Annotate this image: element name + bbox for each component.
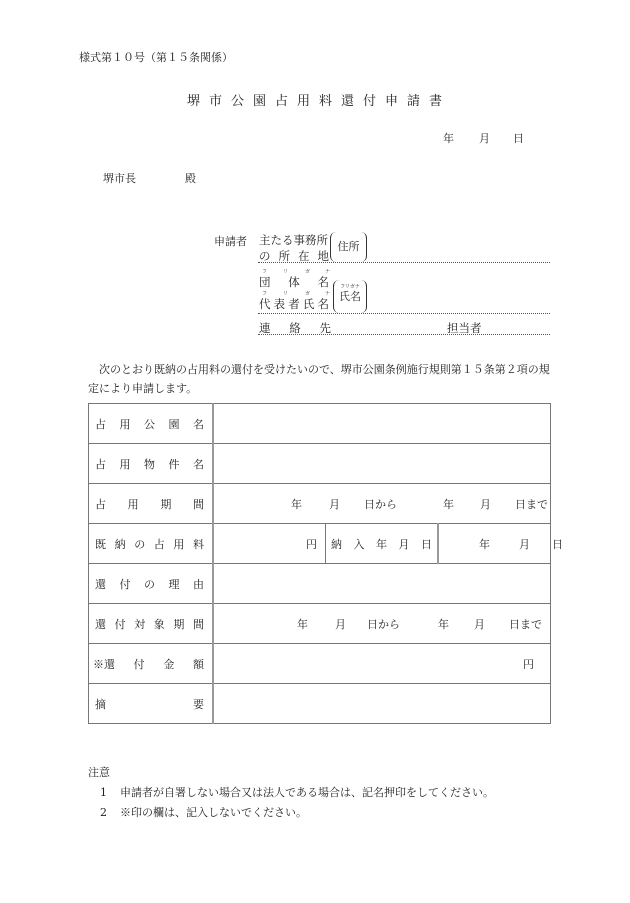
name-bracket-furigana: フリガナ [340,284,360,290]
label-char: 金 [163,657,175,671]
period-from-day: 日から [364,497,397,511]
label-char: 期 [160,497,172,511]
office-char: 所 [278,249,290,263]
name-bracket-label: 氏名 [339,290,361,303]
object-name-label [89,444,214,484]
label-char: 入 [353,537,365,551]
refund-amount-label [89,644,214,684]
label-char: 対 [134,617,146,631]
label-char: 年 [376,537,387,551]
honorific: 殿 [185,172,196,185]
period-from-month: 月 [329,497,340,511]
label-char: 還 [95,577,106,591]
park-name-field[interactable] [213,404,551,444]
label-char: 占 [95,497,106,511]
furigana-char: ナ [325,269,331,275]
notes-title: 注意 [88,766,110,779]
table-row-object-name [89,444,551,484]
refund-to-month: 月 [474,617,485,631]
yen-unit: 円 [523,657,534,671]
office-char: 在 [298,249,310,263]
label-char: 用 [119,457,131,471]
object-name-field[interactable] [213,444,551,484]
office-label-line1: 主たる事務所 [259,233,328,247]
yen-unit: 円 [306,537,317,551]
address-input-line[interactable] [258,262,550,263]
period-field[interactable] [213,484,551,524]
note-text: 申請者が自署しない場合又は法人である場合は、記名押印をしてください。 [120,786,494,799]
table-row-period [89,484,551,524]
addressee: 堺市長 [103,172,136,185]
table-row-refund-reason [89,564,551,604]
date-day-label: 日 [513,132,524,145]
person-in-charge-label: 担当者 [447,321,482,335]
label-char: 付 [114,617,126,631]
label-char: 園 [168,417,180,431]
label-char: の [134,537,146,551]
refund-to-day: 日まで [509,617,542,631]
label-char: 象 [153,617,165,631]
table-row-paid-fee [89,524,551,564]
application-table [88,403,563,724]
rep-char: 表 [273,297,286,311]
office-char: 地 [317,249,329,263]
table-row-remarks [89,684,551,724]
furigana-char: ナ [325,291,331,297]
label-char: 占 [95,457,106,471]
address-bracket-label: 住所 [337,240,360,253]
org-char: 体 [288,275,300,289]
refund-amount-field [213,644,551,684]
intro-text: 次のとおり既納の占用料の還付を受けたいので、堺市公園条例施行規則第１５条第２項の規定により申請します。 [88,363,550,395]
contact-char: 連 [259,321,271,335]
label-char: 摘 [95,697,106,711]
park-name-label [89,404,214,444]
table-row-refund-amount [89,644,551,684]
rep-char: 者 [288,297,300,311]
label-char: 占 [153,537,165,551]
label-char: 月 [398,537,410,551]
furigana-char: リ [283,269,289,275]
furigana-char: ガ [305,291,311,297]
page-title: 堺市公園占用料還付申請書 [186,94,451,109]
label-char: 付 [119,577,131,591]
payment-date-label [326,524,439,564]
refund-from-month: 月 [335,617,346,631]
label-char: 納 [331,537,342,551]
label-char: 用 [119,417,131,431]
label-char: 納 [114,537,126,551]
refund-from-day: 日から [367,617,400,631]
note-item [100,804,307,820]
label-char: 既 [95,537,106,551]
org-char: 団 [259,275,271,289]
note-number: 1 [100,786,107,799]
note-number: 2 [100,806,107,819]
address-bracket [330,232,367,262]
rep-char: 代 [259,297,271,311]
payment-year: 年 [479,537,490,551]
refund-period-label [89,604,214,644]
applicant-label: 申請者 [214,235,247,248]
period-to-day: 日まで [515,497,548,511]
org-char: 名 [317,275,329,289]
note-item [100,784,494,800]
name-input-line[interactable] [258,313,550,314]
label-char: ※還 [93,657,115,671]
furigana-char: リ [283,291,289,297]
note-text: ※印の欄は、記入しないでください。 [120,806,307,819]
label-char: 間 [192,617,204,631]
label-char: 物 [144,457,155,471]
period-label [89,484,214,524]
label-char: 期 [173,617,185,631]
furigana-char: フ [262,269,268,275]
label-char: 用 [173,537,185,551]
label-char: 由 [193,577,204,591]
period-from-year: 年 [291,497,302,511]
label-char: 公 [144,417,155,431]
label-char: の [144,577,155,591]
rep-name-label [259,296,329,312]
label-char: 間 [192,497,204,511]
rep-char: 氏 [302,297,315,311]
refund-period-field[interactable] [213,604,551,644]
name-bracket [333,280,367,313]
contact-input-line[interactable] [258,334,550,335]
form-id: 様式第１０号（第１５条関係） [79,51,233,64]
furigana-char: フ [262,291,268,297]
period-to-year: 年 [443,497,454,511]
label-char: 還 [95,617,106,631]
label-char: 額 [192,657,204,671]
payment-date-field[interactable] [438,524,563,564]
refund-reason-field[interactable] [213,564,551,604]
date-month-label: 月 [479,132,490,145]
label-char: 要 [193,697,204,711]
contact-char: 先 [319,321,331,335]
furigana-char: ガ [305,269,311,275]
office-char: の [259,249,271,263]
date-year-label: 年 [443,132,454,145]
remarks-label [89,684,214,724]
label-char: 料 [192,537,204,551]
refund-from-year: 年 [297,617,308,631]
label-char: 用 [127,497,139,511]
label-char: 理 [168,577,180,591]
remarks-field[interactable] [213,684,551,724]
table-row-refund-period [89,604,551,644]
period-to-month: 月 [480,497,491,511]
label-char: 日 [421,537,432,551]
payment-day: 日 [552,537,563,551]
rep-char: 名 [317,297,329,311]
contact-char: 絡 [289,321,301,335]
payment-month: 月 [519,537,530,551]
org-name-label [259,274,329,290]
label-char: 占 [95,417,106,431]
label-char: 件 [168,457,180,471]
label-char: 付 [133,657,145,671]
refund-reason-label [89,564,214,604]
refund-to-year: 年 [438,617,449,631]
paid-fee-field[interactable] [213,524,326,564]
paid-fee-label [89,524,214,564]
label-char: 名 [193,457,204,471]
table-row-park-name [89,404,551,444]
label-char: 名 [193,417,204,431]
